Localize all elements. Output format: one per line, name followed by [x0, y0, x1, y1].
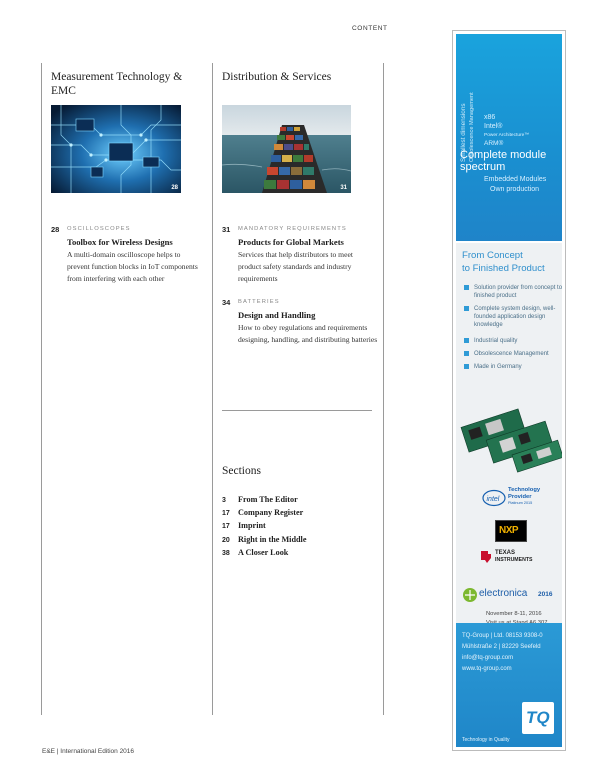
ad-arm: ARM® [484, 140, 504, 147]
ad-top-panel [456, 34, 562, 241]
texas-instruments-logo: TEXAS INSTRUMENTS [480, 548, 550, 566]
sections-title: Sections [222, 465, 261, 477]
article-title[interactable]: Products for Global Markets [238, 237, 344, 247]
ad-power-architecture: Power Architecture™ [484, 133, 530, 138]
ad-headline-2: spectrum [460, 161, 506, 173]
section-item[interactable]: 20 Right in the Middle [222, 534, 307, 544]
section-header-label: CONTENT [352, 25, 388, 32]
ad-sub-2: Own production [490, 186, 540, 193]
column-divider-middle [212, 63, 213, 715]
section-item[interactable]: 17 Company Register [222, 508, 304, 518]
ad-vertical-text-1: Smallest dimensions [460, 103, 467, 162]
contact-address: Mühlstraße 2 | 82229 Seefeld [462, 644, 541, 650]
ad-concept-line-2: to Finished Product [462, 263, 545, 274]
contact-website[interactable]: www.tq-group.com [462, 666, 512, 672]
ad-tagline: Technology in Quality [462, 737, 510, 743]
ad-intel: Intel® [484, 123, 503, 130]
article-kicker: MANDATORY REQUIREMENTS [238, 226, 347, 232]
ad-bullet: Complete system design, well-founded application design knowledge [464, 305, 566, 329]
ad-bullet: Obsolescence Management [464, 350, 566, 358]
ad-bullet: Solution provider from concept to finished product [464, 284, 566, 300]
article-body: How to obey regulations and requirements designing, handling, and distributing batteries [238, 323, 378, 344]
tq-logo: TQ [522, 702, 554, 734]
ad-contact-panel [456, 623, 562, 747]
article-title[interactable]: Design and Handling [238, 310, 316, 320]
article-page-number: 31 [222, 225, 231, 234]
svg-text:intel: intel [486, 496, 500, 503]
sections-list [222, 494, 377, 560]
intel-technology-provider-badge: intel Technology Provider Platinum 2015 [482, 487, 542, 513]
nxp-logo: NXP [495, 520, 527, 542]
ad-sub-1: Embedded Modules [484, 176, 547, 183]
section-item[interactable]: 38 A Closer Look [222, 547, 289, 557]
container-ship-image[interactable] [222, 105, 351, 193]
article-mandatory-requirements[interactable] [222, 225, 377, 284]
ad-vertical-text-2: Obsolescence Management [469, 92, 475, 162]
image-page-number: 28 [171, 185, 178, 191]
article-body: Services that help distributors to meet product safety standards and industry requirements [238, 250, 353, 283]
ad-concept-line-1: From Concept [462, 250, 523, 261]
ad-x86: x86 [484, 114, 496, 121]
ti-mark-icon [480, 550, 492, 564]
image-page-number: 31 [340, 185, 347, 191]
electronica-globe-icon [462, 587, 478, 603]
column-separator-rule [222, 410, 372, 411]
article-title[interactable]: Toolbox for Wireless Designs [67, 237, 173, 247]
ad-headline-1: Complete module [460, 149, 547, 161]
contact-email[interactable]: info@tq-group.com [462, 655, 514, 661]
article-body: A multi-domain oscilloscope helps to prevent function blocks in IoT components from interfering with each other [67, 250, 198, 283]
article-kicker: BATTERIES [238, 299, 280, 305]
column-title-measurement: Measurement Technology & EMC [51, 71, 183, 97]
article-batteries[interactable] [222, 298, 377, 346]
electronica-logo: electronica 2016 [462, 587, 562, 607]
ad-bullet: Industrial quality [464, 337, 566, 345]
article-page-number: 34 [222, 298, 231, 307]
tq-advertisement[interactable] [452, 30, 566, 751]
page-footer: E&E | International Edition 2016 [42, 748, 135, 755]
column-title-distribution: Distribution & Services [222, 71, 332, 83]
article-oscilloscopes[interactable] [51, 225, 206, 284]
column-divider-left [41, 63, 42, 715]
contact-phone: TQ-Group | Ltd. 08153 9308-0 [462, 633, 543, 639]
column-divider-right [383, 63, 384, 715]
event-date: November 8-11, 2016 [486, 611, 542, 617]
ad-bullet: Made in Germany [464, 363, 566, 371]
section-item[interactable]: 3 From The Editor [222, 495, 298, 504]
embedded-modules-image [456, 393, 562, 479]
article-page-number: 28 [51, 225, 60, 234]
oscilloscope-circuit-image[interactable] [51, 105, 181, 193]
section-item[interactable]: 17 Imprint [222, 521, 266, 531]
article-kicker: OSCILLOSCOPES [67, 226, 131, 232]
